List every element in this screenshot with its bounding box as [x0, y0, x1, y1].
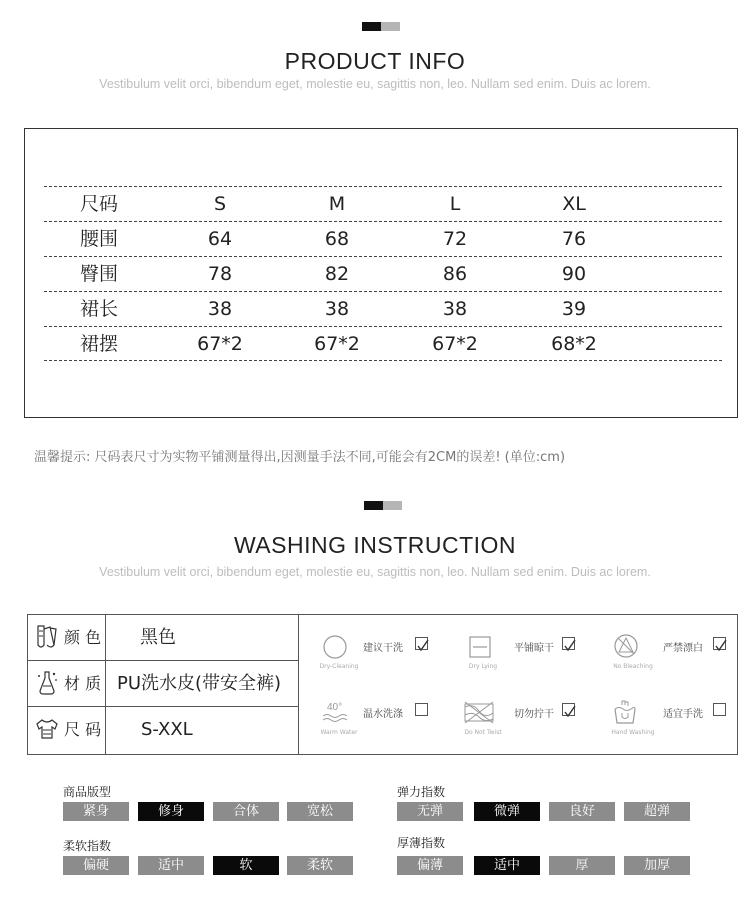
do-not-twist-icon	[459, 699, 507, 729]
checkmark-icon	[416, 640, 429, 653]
size-header-label: 尺码	[80, 193, 119, 215]
table-cell: 64	[207, 228, 233, 250]
care-label: 严禁漂白	[663, 643, 703, 654]
checkmark-icon	[563, 640, 576, 653]
care-item	[459, 699, 599, 739]
warm-water-icon	[315, 699, 363, 729]
spec-label: 材 质	[64, 674, 102, 693]
size-header-m: M	[328, 193, 346, 215]
care-item	[315, 699, 455, 739]
care-checkbox	[415, 637, 428, 650]
table-row	[44, 221, 722, 256]
spec-label-cell	[28, 661, 106, 706]
hand-washing-icon	[602, 699, 650, 729]
rating-option: 修身	[138, 802, 204, 821]
rating-option: 无弹	[397, 802, 463, 821]
table-cell: 82	[324, 263, 350, 285]
size-header-s: S	[213, 193, 227, 215]
table-row	[44, 326, 722, 361]
row-label: 裙长	[80, 298, 119, 320]
section-divider-product-info	[362, 22, 400, 31]
table-cell: 67*2	[314, 333, 360, 355]
checkmark-icon	[563, 706, 576, 719]
material-bottle-icon	[34, 669, 60, 697]
product-info-title: PRODUCT INFO	[284, 48, 466, 74]
care-label: 温水洗涤	[363, 709, 403, 720]
table-row	[44, 256, 722, 291]
rating-option: 超弹	[624, 802, 690, 821]
care-caption: Warm Water	[320, 729, 358, 736]
spec-label: 颜 色	[64, 628, 102, 647]
size-header-xl: XL	[562, 193, 586, 215]
section-divider-washing	[364, 501, 402, 510]
table-cell: 72	[442, 228, 468, 250]
care-caption: Dry-Cleaning	[319, 663, 359, 670]
care-checkbox	[562, 703, 575, 716]
rating-title-thickness: 厚薄指数	[397, 836, 446, 850]
rating-title-fit: 商品版型	[63, 785, 112, 799]
care-label: 平铺晾干	[514, 643, 554, 654]
care-checkbox	[713, 637, 726, 650]
rating-option: 厚	[549, 856, 615, 875]
dry-cleaning-icon	[315, 633, 363, 663]
spec-value: PU洗水皮(带安全裤)	[117, 673, 282, 694]
table-cell: 68*2	[551, 333, 597, 355]
washing-title: WASHING INSTRUCTION	[233, 532, 517, 558]
spec-row-color	[28, 615, 299, 661]
table-cell: 86	[442, 263, 468, 285]
rating-option: 紧身	[63, 802, 129, 821]
spec-label-cell	[28, 707, 106, 754]
spec-row-size	[28, 707, 299, 754]
care-checkbox	[415, 703, 428, 716]
size-table	[44, 186, 722, 361]
dry-lying-icon	[459, 633, 507, 663]
care-label: 建议干洗	[363, 643, 403, 654]
rating-option: 良好	[549, 802, 615, 821]
table-cell: 67*2	[432, 333, 478, 355]
table-cell: 39	[561, 298, 587, 320]
size-header-l: L	[449, 193, 461, 215]
rating-option: 柔软	[287, 856, 353, 875]
care-checkbox	[562, 637, 575, 650]
rating-option: 偏硬	[63, 856, 129, 875]
washing-instruction-box	[27, 614, 738, 755]
spec-value: S-XXL	[141, 719, 193, 740]
care-caption: Hand Washing	[611, 729, 655, 736]
checkmark-icon	[714, 640, 727, 653]
table-cell: 38	[324, 298, 350, 320]
row-label: 裙摆	[80, 333, 119, 355]
size-table-header-row	[44, 186, 722, 221]
rating-option: 合体	[213, 802, 279, 821]
rating-title-softness: 柔软指数	[63, 839, 112, 853]
spec-label: 尺 码	[64, 720, 102, 739]
rating-option: 软	[213, 856, 279, 875]
color-swatch-icon	[34, 623, 60, 651]
care-caption: Do Not Twist	[464, 729, 502, 736]
row-label: 腰围	[80, 228, 119, 250]
table-cell: 78	[207, 263, 233, 285]
care-label: 适宜手洗	[663, 709, 703, 720]
product-info-subtitle: Vestibulum velit orci, bibendum eget, molestie eu, sagittis non, leo. Nullam sed enim. Duis ac lorem.	[99, 77, 651, 91]
table-cell: 68	[324, 228, 350, 250]
rating-option: 加厚	[624, 856, 690, 875]
table-row	[44, 291, 722, 326]
measurement-tip: 温馨提示: 尺码表尺寸为实物平铺测量得出,因测量手法不同,可能会有2CM的误差! (单位:cm)	[34, 450, 566, 465]
care-label: 切勿拧干	[514, 709, 554, 720]
care-item	[602, 699, 742, 739]
spec-panel	[28, 615, 299, 754]
care-caption: Dry Lying	[468, 663, 498, 670]
spec-row-material	[28, 661, 299, 707]
table-cell: 76	[561, 228, 587, 250]
rating-option: 宽松	[287, 802, 353, 821]
spec-value: 黑色	[140, 627, 176, 648]
care-caption: No Bleaching	[613, 663, 653, 670]
row-label: 臀围	[80, 263, 119, 285]
spec-label-cell	[28, 615, 106, 660]
rating-option: 适中	[138, 856, 204, 875]
rating-option: 微弹	[474, 802, 540, 821]
table-cell: 67*2	[197, 333, 243, 355]
size-shirt-icon	[34, 715, 60, 743]
care-item	[602, 633, 742, 673]
rating-title-elasticity: 弹力指数	[397, 785, 446, 799]
water-temp: 40°	[327, 702, 343, 713]
rating-option: 适中	[474, 856, 540, 875]
no-bleaching-icon	[602, 633, 650, 663]
care-item	[459, 633, 599, 673]
table-cell: 38	[207, 298, 233, 320]
care-checkbox	[713, 703, 726, 716]
table-cell: 90	[561, 263, 587, 285]
washing-subtitle: Vestibulum velit orci, bibendum eget, molestie eu, sagittis non, leo. Nullam sed enim. Duis ac lorem.	[99, 565, 651, 579]
care-item	[315, 633, 455, 673]
table-cell: 38	[442, 298, 468, 320]
rating-option: 偏薄	[397, 856, 463, 875]
